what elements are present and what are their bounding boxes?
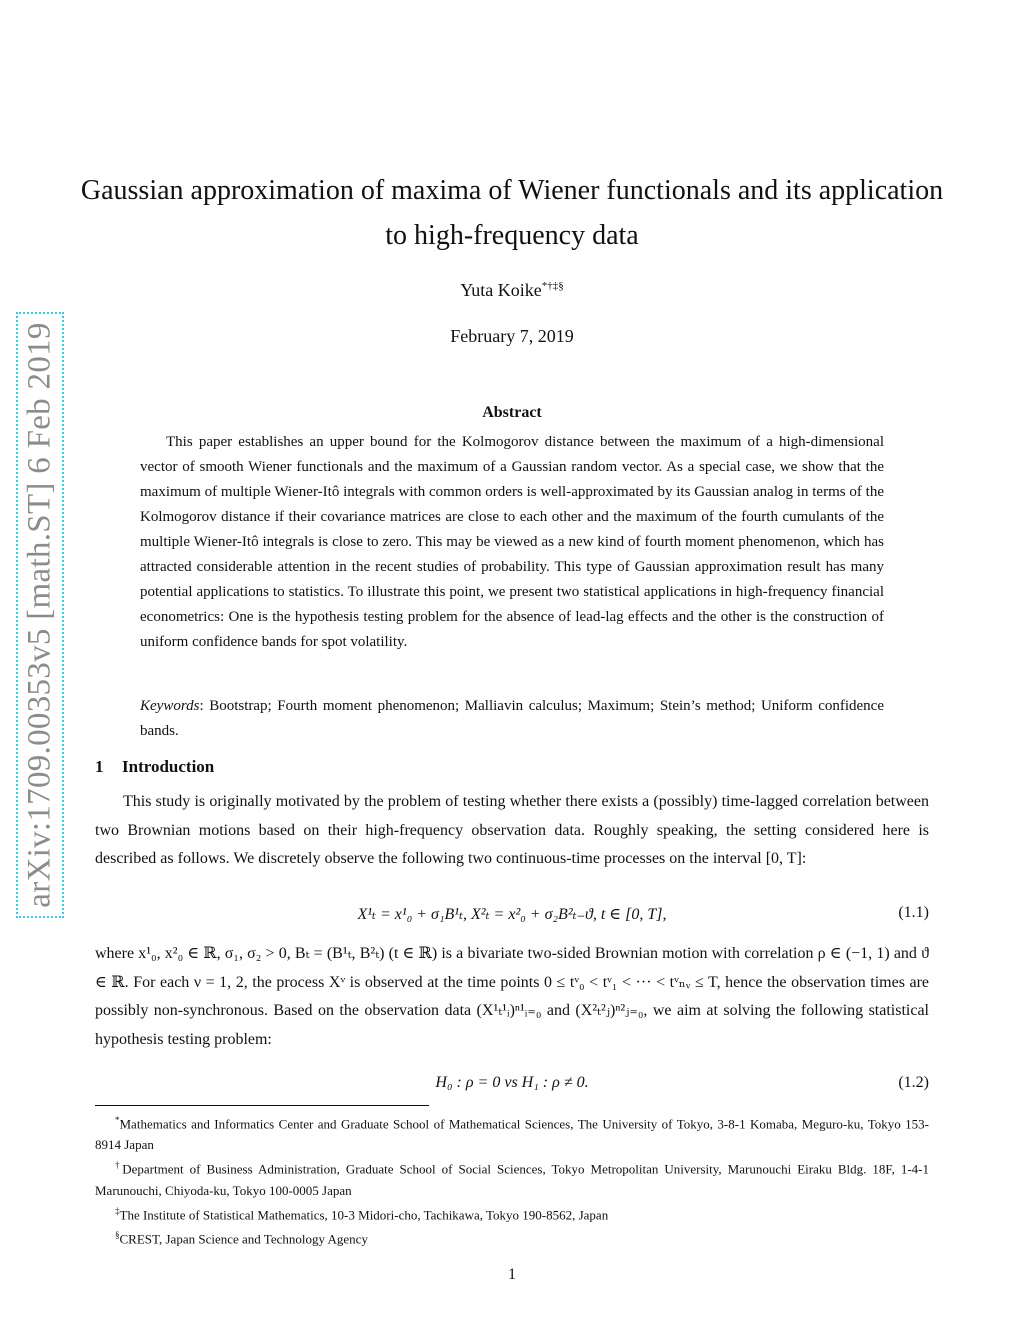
footnote-mark: § — [115, 1229, 120, 1240]
footnote-mark: * — [115, 1115, 120, 1125]
footnote-text: The Institute of Statistical Mathematics, 10-3 Midori-cho, Tachikawa, Tokyo 190-8562, Japan — [119, 1206, 609, 1222]
author-line — [0, 280, 1024, 301]
model-paragraph: where x¹₀, x²₀ ∈ ℝ, σ₁, σ₂ > 0, Bₜ = (B¹ₜ, B²ₜ) (t ∈ ℝ) is a bivariate two-sided Brownian motion with correlation ρ ∈ (−1, 1) and ϑ ∈ ℝ. For each ν = 1, 2, the process Xᵛ is observed at the time points 0 ≤ tᵛ₀ < tᵛ₁ < ··· < tᵛₙᵥ ≤ T, hence the observation times are possibly non-synchronous. Based on the observation data (X¹ₜ¹ᵢ)ⁿ¹ᵢ₌₀ and (X²ₜ²ⱼ)ⁿ²ⱼ₌₀, we aim at solving the following statistical hypothesis testing problem: — [95, 945, 929, 1048]
equation-body: H₀ : ρ = 0 vs H₁ : ρ ≠ 0. — [435, 1074, 589, 1091]
equation-number: (1.1) — [898, 904, 929, 921]
keywords — [140, 694, 884, 744]
paper-title: Gaussian approximation of maxima of Wiener functionals and its application to high-frequency data — [80, 175, 944, 251]
paper-date: February 7, 2019 — [450, 326, 574, 346]
footnote-mark: † — [115, 1160, 123, 1171]
equation-body: X¹ₜ = x¹₀ + σ₁B¹ₜ, X²ₜ = x²₀ + σ₂B²ₜ₋ϑ, t ∈ [0, T], — [357, 906, 667, 923]
author-footnote-marks: *†‡§ — [541, 280, 564, 292]
section-title: Introduction — [122, 757, 215, 776]
footnote-text: Department of Business Administration, Graduate School of Social Sciences, Tokyo Metropolitan University, Marunouchi Eiraku Bldg. 18F, 1-4-1 Marunouchi, Chiyoda-ku, Tokyo 100-0005 Japan — [95, 1161, 929, 1198]
arxiv-stamp — [16, 312, 64, 918]
page-number: 1 — [508, 1266, 516, 1283]
abstract-heading: Abstract — [482, 404, 542, 421]
intro-paragraph: This study is originally motivated by the problem of testing whether there exists a (possibly) time-lagged correlation between two Brownian motions based on their high-frequency observation data. Roughly speaking, the setting considered here is described as follows. We discretely observe the following two continuous-time processes on the interval [0, T]: — [95, 793, 929, 867]
equation-1-1 — [95, 904, 929, 928]
footnote — [95, 1155, 929, 1200]
equation-1-2 — [95, 1074, 929, 1098]
footnote — [95, 1225, 929, 1249]
equation-number: (1.2) — [898, 1074, 929, 1091]
keywords-label: Keywords — [140, 698, 200, 714]
footnote-rule — [95, 1105, 429, 1106]
arxiv-identifier: arXiv:1709.00353v5 [math.ST] 6 Feb 2019 — [21, 322, 58, 908]
footnote-mark: ‡ — [115, 1205, 120, 1216]
abstract-text: This paper establishes an upper bound for the Kolmogorov distance between the maximum of a high-dimensional vector of smooth Wiener functionals and the maximum of a Gaussian random vector. As a special case, we show that the maximum of multiple Wiener-Itô integrals with common orders is well-approximated by its Gaussian analog in terms of the Kolmogorov distance if their covariance matrices are close to each other and the maximum of the fourth cumulants of the multiple Wiener-Itô integrals is close to zero. This may be viewed as a new kind of fourth moment phenomenon, which has attracted considerable attention in the recent studies of probability. This type of Gaussian approximation result has many potential applications to statistics. To illustrate this point, we present two statistical applications in high-frequency financial econometrics: One is the hypothesis testing problem for the absence of lead-lag effects and the other is the construction of uniform confidence bands for spot volatility. — [140, 434, 884, 650]
author-name: Yuta Koike — [460, 280, 542, 300]
footnote — [95, 1201, 929, 1225]
footnote-text: CREST, Japan Science and Technology Agency — [119, 1231, 368, 1247]
footnote-text: Mathematics and Informatics Center and Graduate School of Mathematical Sciences, The University of Tokyo, 3-8-1 Komaba, Meguro-ku, Tokyo 153-8914 Japan — [95, 1116, 929, 1153]
keywords-text: : Bootstrap; Fourth moment phenomenon; Malliavin calculus; Maximum; Stein’s method; Uniform confidence bands. — [140, 698, 884, 739]
section-heading — [95, 757, 214, 777]
section-number: 1 — [95, 757, 104, 776]
footnote — [95, 1110, 929, 1155]
footnotes — [95, 1110, 929, 1249]
